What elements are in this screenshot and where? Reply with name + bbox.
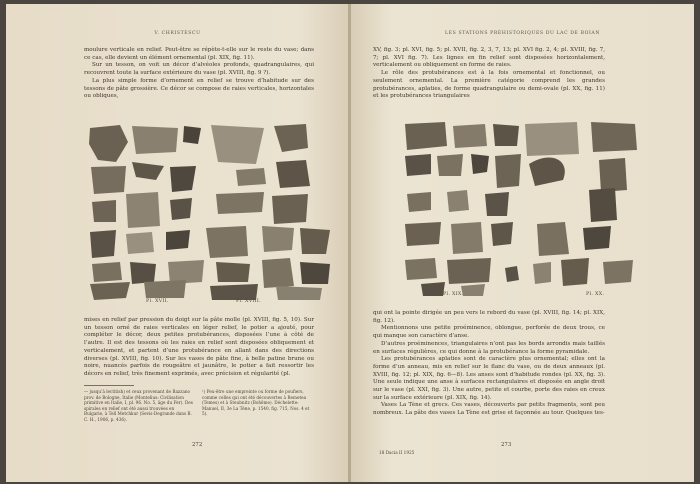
footnote-rule [84,385,134,386]
open-book [6,4,694,482]
left-paragraph-1: moulure verticale en relief. Peut-être se répète-t-elle sur le reste du vase; dans ce cas, elle devient un élément ornemental (pl. XIX, fig. 11). [84,47,314,61]
signature-line: 18 Dacia II 1925 [379,450,415,455]
right-running-head: LES STATIONS PRÉHISTORIQUES DU LAC DE BOIAN [445,31,600,36]
right-paragraph-7: Vases La Tène et grecs. Ces vases, découverts par petits fragments, sont peu nombreux. La pâte des vases La Tène est grise et façonnée au tour. Quelques tes- [373,402,605,417]
right-folio: 273 [501,442,512,448]
right-bottom-text [373,310,605,418]
footnote-right-column: ¹) Peu-être une empreinte ou forme de poufiers, comme celles qui ont été découvertes à Remetea (Temes) et à Steubnitz (Bohême). Déchelette: Manuel, II, 3e La Tène, p. 1540, fig. 715, Nos. 4 et 5). [202,389,310,417]
sherd-plate-right-image [401,120,651,300]
left-folio: 272 [192,442,203,448]
right-paragraph-2: Le rôle des protubérances est à la fois ornemental et fonctionnel, ou seulement ornemental. La première catégorie comprend les grandes protubérances, aplaties, de forme quadrangulaire ou demi-ovale (pl. XX, fig. 11) et les protubérances triangulaires [373,70,605,100]
right-top-text [373,47,605,101]
sherd-plate-left-image [86,122,336,307]
footnote-left-column: — jusqu’à lectitish) et ceux provenant de Bazzano prov. de Bologne, Italie (Montelius: Civilisation primitive en Italie, I, pl. 96. No. 5, âge du Fer). Des spirales en relief ont été aussi trouvées en Bulgarie, à Tell Metchkur (Sevis-Degrande dans B. C. H., 1906, p. 436). [84,389,193,422]
plate-caption-xix: Pl. XIX. [443,292,464,297]
right-paragraph-4: Mentionnons une petite proéminence, oblongue, perforée de deux trous, ce qui manque son caractère d’anse. [373,325,605,340]
left-top-text [84,47,314,101]
right-page [351,4,694,482]
right-paragraph-1: XV, fig. 3; pl. XVI, fig. 5; pl. XVII, fig. 2, 3, 7, 13; pl. XVI fig. 2, 4; pl. XVIII, fig. 7, 7; pl. XVI fig. 7). Les lignes en fin relief sont disposées horizontalement, verticalement ou obliquement en forme de raies. [373,47,605,69]
plate-caption-xvii: Pl. XVII. [146,299,169,304]
plate-caption-xviii: Pl. XVIII. [236,299,261,304]
plate-xix-xx [401,120,651,300]
left-bottom-text [84,317,314,379]
plate-caption-xx: Pl. XX. [586,292,605,297]
left-running-head: V. CHRISTESCU [154,31,201,36]
left-paragraph-2: Sur un tesson, on voit un décor d’alvéoles profonds, quadrangulaires, qui recouvrent toute la surface extérieure du vase (pl. XVIII, fig. 9 ?). [84,62,314,77]
plate-xvii-xviii [86,122,336,307]
left-paragraph-4: mises en relief par pression du doigt sur la pâte molle (pl. XVIII, fig. 5, 10). Sur un tesson orné de raies verticales en léger relief, le potier a ajouté, pour compléter le décor, deux petites protubérances, disposées l’une à côté de l’autre. Il est des tessons où les raies en relief sont disposées obliquement et verticalement, et partent d’une protubérance en allant dans des directions diverses (pl. XVIII, fig. 10). Sur les vases de pâte fine, à belle patine brune ou noire, nuancés parfois de rougeâtre et jaunâtre, le potier a fait ressortir les décors en relief, très finement exprimés, avec précision et régularité (pl. [84,317,314,377]
right-paragraph-6: Les protubérances aplaties sont de caractère plus ornemental; elles ont la forme d’un anneau, mis en relief sur le flanc du vase, ou de deux anneaux (pl. XVIII, fig. 12; pl. XIX, fig. 6—8). Les anses sont d’habitude rondes (pl. XX, fig. 3). Une seule indique une anse à surfaces rectangulaires et disposée en angle droit sur le vase (pl. XXI, fig. 3). Une autre, petite et courbe, porte des raies en creux sur la surface extérieure (pl. XIX, fig. 14). [373,356,605,401]
right-paragraph-5: D’autres proéminences, triangulaires n’ont pas les bords arrondis mais taillés en surfaces régulières, ce qui donne à la protubérance la forme pyramidale. [373,340,605,355]
left-paragraph-3: La plus simple forme d’ornement en relief se trouve d’habitude sur des tessons de pâte grossière. Ce décor se compose de raies verticales, horizontales ou obliques, [84,77,314,100]
left-page [6,4,349,482]
right-paragraph-3: qui ont la pointe dirigée un peu vers le rebord du vase (pl. XVIII, fig. 14; pl. XIX, fig. 12). [373,310,605,324]
